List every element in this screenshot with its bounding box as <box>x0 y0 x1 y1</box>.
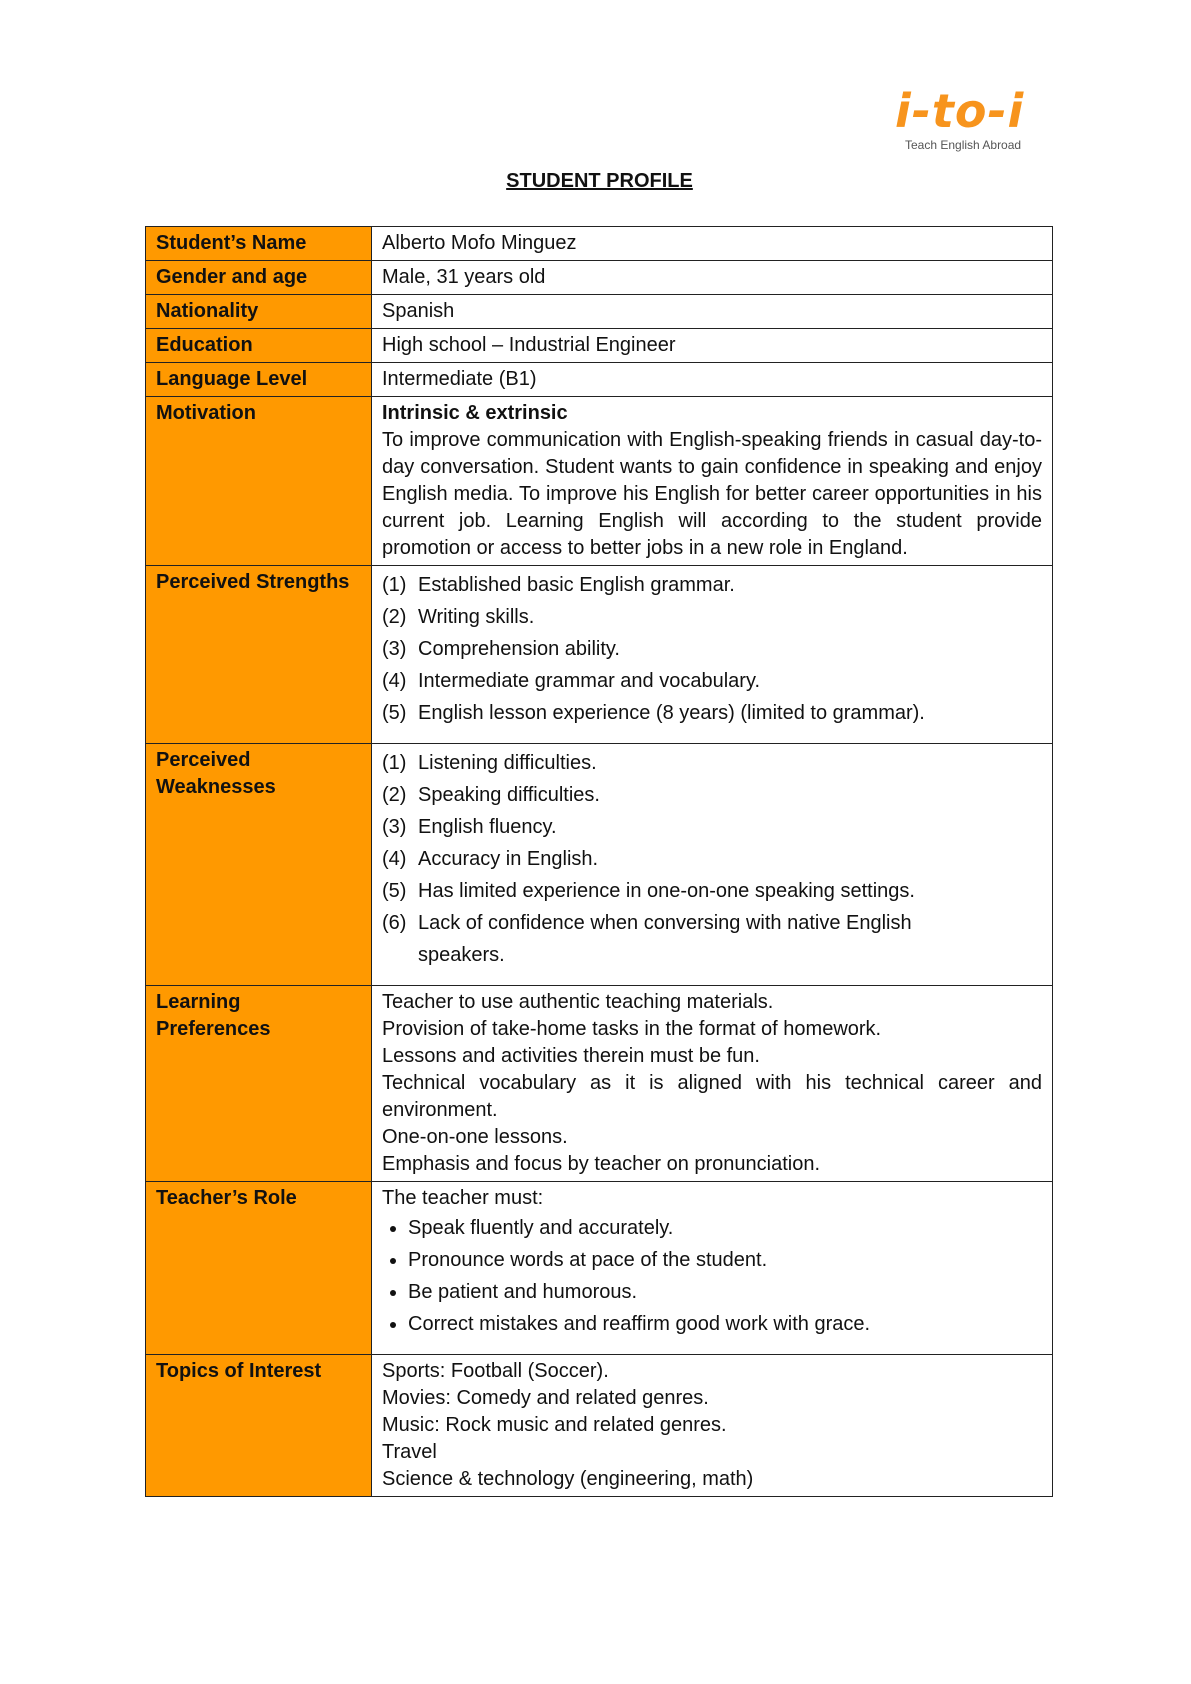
list-number: (1) <box>382 574 407 596</box>
list-text: Speaking difficulties. <box>418 784 600 806</box>
row-nationality <box>146 295 1053 329</box>
list-item <box>382 811 1042 843</box>
list-item <box>382 779 1042 811</box>
preference-line: Provision of take-home tasks in the format of homework. <box>382 1018 882 1040</box>
list-item <box>382 601 1042 633</box>
weaknesses-list <box>382 747 1042 971</box>
list-text: English lesson experience (8 years) (limited to grammar). <box>418 702 925 724</box>
list-item <box>382 747 1042 779</box>
label-weaknesses: Perceived Weaknesses <box>146 744 372 986</box>
list-item: • Be patient and humorous. <box>408 1276 1042 1308</box>
list-item <box>382 633 1042 665</box>
list-text: English fluency. <box>418 816 557 838</box>
label-name: Student’s Name <box>146 227 372 261</box>
preference-line: Emphasis and focus by teacher on pronunciation. <box>382 1153 821 1175</box>
teacher-role-list <box>382 1212 1042 1340</box>
preference-line: Teacher to use authentic teaching materials. <box>382 991 774 1013</box>
motivation-text: To improve communication with English-speaking friends in casual day-to-day conversation. Student wants to gain confidence in speaking and enjoy English media. To improve his English for better career opportunities in his current job. Learning English will according to the student provide promotion or access to better jobs in a new role in England. <box>382 429 1042 559</box>
list-text: Comprehension ability. <box>418 638 620 660</box>
list-number: (3) <box>382 816 407 838</box>
list-number: (2) <box>382 784 407 806</box>
topic-line: Science & technology (engineering, math) <box>382 1468 754 1490</box>
list-item: • Pronounce words at pace of the student. <box>408 1244 1042 1276</box>
label-teacher-role: Teacher’s Role <box>146 1182 372 1355</box>
list-text: Intermediate grammar and vocabulary. <box>418 670 761 692</box>
label-strengths: Perceived Strengths <box>146 566 372 744</box>
label-topics: Topics of Interest <box>146 1355 372 1497</box>
list-number: (3) <box>382 638 407 660</box>
row-preferences <box>146 986 1053 1182</box>
list-text: Listening difficulties. <box>418 752 597 774</box>
itoi-logo <box>895 84 1055 168</box>
list-item <box>382 907 1042 971</box>
list-item <box>382 569 1042 601</box>
row-name <box>146 227 1053 261</box>
list-item <box>382 665 1042 697</box>
value-teacher-role <box>372 1182 1053 1355</box>
teacher-role-intro: The teacher must: <box>382 1187 544 1209</box>
row-language-level <box>146 363 1053 397</box>
list-number: (5) <box>382 702 407 724</box>
list-text: Writing skills. <box>418 606 535 628</box>
list-item <box>382 843 1042 875</box>
row-gender-age <box>146 261 1053 295</box>
preference-line: Lessons and activities therein must be fun. <box>382 1045 760 1067</box>
strengths-list <box>382 569 1042 729</box>
list-item <box>382 697 1042 729</box>
topic-line: Sports: Football (Soccer). <box>382 1360 609 1382</box>
student-profile-table <box>145 226 1053 1497</box>
preference-line: One-on-one lessons. <box>382 1126 568 1148</box>
label-gender-age: Gender and age <box>146 261 372 295</box>
list-item: • Correct mistakes and reaffirm good work with grace. <box>408 1308 1042 1340</box>
motivation-heading: Intrinsic & extrinsic <box>382 402 568 424</box>
topic-line: Movies: Comedy and related genres. <box>382 1387 709 1409</box>
value-strengths <box>372 566 1053 744</box>
label-education: Education <box>146 329 372 363</box>
row-weaknesses <box>146 744 1053 986</box>
label-motivation: Motivation <box>146 397 372 566</box>
list-text: Has limited experience in one-on-one speaking settings. <box>418 880 915 902</box>
list-number: (1) <box>382 752 407 774</box>
value-nationality: Spanish <box>372 295 1053 329</box>
row-topics <box>146 1355 1053 1497</box>
value-weaknesses <box>372 744 1053 986</box>
logo-mark: i-to-i <box>895 84 1025 138</box>
value-topics <box>372 1355 1053 1497</box>
value-name: Alberto Mofo Minguez <box>372 227 1053 261</box>
list-item <box>382 875 1042 907</box>
list-number: (5) <box>382 880 407 902</box>
row-strengths <box>146 566 1053 744</box>
value-education: High school – Industrial Engineer <box>372 329 1053 363</box>
topic-line: Travel <box>382 1441 437 1463</box>
list-text: Accuracy in English. <box>418 848 599 870</box>
preference-line: Technical vocabulary as it is aligned with his technical career and environment. <box>382 1072 1042 1121</box>
page-title: STUDENT PROFILE <box>506 170 693 192</box>
list-number: (4) <box>382 848 407 870</box>
value-gender-age: Male, 31 years old <box>372 261 1053 295</box>
list-item: • Speak fluently and accurately. <box>408 1212 1042 1244</box>
list-number: (2) <box>382 606 407 628</box>
label-language-level: Language Level <box>146 363 372 397</box>
list-number: (4) <box>382 670 407 692</box>
list-number: (6) <box>382 912 407 934</box>
list-text: Established basic English grammar. <box>418 574 735 596</box>
list-text: Lack of confidence when conversing with native English speakers. <box>418 912 912 966</box>
topic-line: Music: Rock music and related genres. <box>382 1414 727 1436</box>
label-preferences: Learning Preferences <box>146 986 372 1182</box>
row-education <box>146 329 1053 363</box>
row-motivation <box>146 397 1053 566</box>
value-preferences <box>372 986 1053 1182</box>
row-teacher-role <box>146 1182 1053 1355</box>
logo-tagline: Teach English Abroad <box>905 138 1022 152</box>
value-language-level: Intermediate (B1) <box>372 363 1053 397</box>
value-motivation <box>372 397 1053 566</box>
label-nationality: Nationality <box>146 295 372 329</box>
